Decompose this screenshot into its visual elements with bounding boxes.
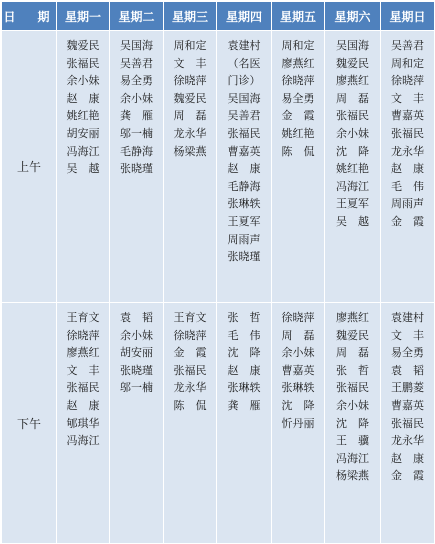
doctor-name: 王育文 xyxy=(66,311,100,324)
doctor-name: 周雨声 xyxy=(391,197,424,211)
doctor-name: 吴善君 xyxy=(227,109,261,123)
doctor-name: 金 霞 xyxy=(281,109,315,123)
doctor-name: 张福民 xyxy=(173,363,207,377)
doctor-name: 龙永华 xyxy=(173,381,207,395)
doctor-name: 徐晓萍 xyxy=(281,74,315,88)
doctor-name: 张琳轶 xyxy=(227,197,261,211)
doctor-name: 邬一楠 xyxy=(120,126,153,140)
cell-tuesday-morning xyxy=(110,31,164,303)
doctor-name: 张福民 xyxy=(391,126,424,140)
doctor-name: 龙永华 xyxy=(391,434,424,448)
doctor-name: 王夏军 xyxy=(227,214,261,228)
doctor-name: 周和定 xyxy=(173,39,207,52)
doctor-name: 王育文 xyxy=(173,311,207,324)
doctor-name: 赵 康 xyxy=(391,451,424,465)
doctor-name: 周 磊 xyxy=(336,346,369,360)
cell-tuesday-afternoon xyxy=(110,303,164,544)
doctor-name: 周和定 xyxy=(281,39,315,52)
doctor-name: 张福民 xyxy=(391,416,424,430)
doctor-name: 沈 降 xyxy=(336,416,369,430)
doctor-name: 廖燕红 xyxy=(66,346,100,360)
cell-thursday-afternoon xyxy=(217,303,272,544)
doctor-name: 易全勇 xyxy=(391,346,424,360)
doctor-name: 魏爱民 xyxy=(336,56,369,70)
doctor-name: 余小妹 xyxy=(281,346,315,360)
header-tuesday: 星期二 xyxy=(110,2,164,31)
cell-wednesday-afternoon xyxy=(164,303,217,544)
doctor-name: 吴 越 xyxy=(336,214,369,228)
cell-thursday-morning xyxy=(217,31,272,303)
doctor-name: 张福民 xyxy=(66,381,100,395)
doctor-name: 姚红艳 xyxy=(336,162,369,176)
doctor-name: 金 霞 xyxy=(391,214,424,228)
cell-wednesday-morning xyxy=(164,31,217,303)
cell-friday-afternoon xyxy=(272,303,325,544)
doctor-name: 余小妹 xyxy=(66,74,100,88)
doctor-name: 胡安丽 xyxy=(66,126,100,140)
doctor-name: 袁建村 xyxy=(391,311,424,324)
doctor-name: 余小妹 xyxy=(336,398,369,412)
doctor-name: 吴善君 xyxy=(391,39,424,52)
doctor-name: 袁建村 xyxy=(227,39,261,52)
doctor-name: 毛静海 xyxy=(227,179,261,193)
doctor-name: （名医 xyxy=(227,56,261,70)
period-afternoon: 下午 xyxy=(2,303,57,544)
doctor-name: 金 霞 xyxy=(173,346,207,360)
doctor-name: 徐晓萍 xyxy=(173,74,207,88)
doctor-name: 冯海江 xyxy=(66,434,100,448)
doctor-name: 曹嘉英 xyxy=(391,398,424,412)
doctor-name: 杨梁燕 xyxy=(336,469,369,483)
doctor-name: 胡安丽 xyxy=(120,346,153,360)
header-friday: 星期五 xyxy=(272,2,325,31)
doctor-name: 余小妹 xyxy=(120,328,153,342)
doctor-name: 易全勇 xyxy=(120,74,153,88)
cell-monday-afternoon xyxy=(57,303,110,544)
doctor-name: 忻丹丽 xyxy=(281,416,315,430)
doctor-name: 文 丰 xyxy=(66,363,100,377)
doctor-name: 吴国海 xyxy=(227,91,261,105)
doctor-name: 沈 降 xyxy=(336,144,369,158)
doctor-name: 张福民 xyxy=(336,381,369,395)
doctor-name: 姚红艳 xyxy=(66,109,100,123)
doctor-name: 张 哲 xyxy=(227,311,261,324)
doctor-name: 周 磊 xyxy=(281,328,315,342)
doctor-name: 周雨声 xyxy=(227,232,261,246)
cell-sunday-morning xyxy=(381,31,435,303)
doctor-name: 吴 越 xyxy=(66,162,100,176)
doctor-name: 龚 雁 xyxy=(120,109,153,123)
doctor-name: 赵 康 xyxy=(391,162,424,176)
doctor-name: 廖燕红 xyxy=(336,74,369,88)
morning-row xyxy=(2,31,435,303)
doctor-name: 郇琪华 xyxy=(66,416,100,430)
doctor-name: 冯海江 xyxy=(336,179,369,193)
doctor-name: 余小妹 xyxy=(336,126,369,140)
doctor-name: 曹嘉英 xyxy=(227,144,261,158)
period-morning: 上午 xyxy=(2,31,57,303)
cell-saturday-afternoon xyxy=(325,303,381,544)
doctor-name: 赵 康 xyxy=(227,363,261,377)
header-date: 日 期 xyxy=(2,2,57,31)
doctor-name: 张福民 xyxy=(66,56,100,70)
doctor-name: 陈 侃 xyxy=(173,398,207,412)
doctor-name: 魏爱民 xyxy=(336,328,369,342)
doctor-name: 文 丰 xyxy=(173,56,207,70)
doctor-name: 金 霞 xyxy=(391,469,424,483)
header-wednesday: 星期三 xyxy=(164,2,217,31)
doctor-name: 曹嘉英 xyxy=(281,363,315,377)
doctor-name: 冯海江 xyxy=(336,451,369,465)
doctor-name: 毛静海 xyxy=(120,144,153,158)
doctor-name: 徐晓萍 xyxy=(281,311,315,324)
doctor-name: 龙永华 xyxy=(391,144,424,158)
doctor-name: 沈 降 xyxy=(281,398,315,412)
afternoon-row xyxy=(2,303,435,544)
doctor-name: 沈 降 xyxy=(227,346,261,360)
doctor-name: 廖燕红 xyxy=(336,311,369,324)
doctor-name: 余小妹 xyxy=(120,91,153,105)
duty-schedule-table xyxy=(1,1,435,544)
doctor-name: 张琳轶 xyxy=(281,381,315,395)
header-thursday: 星期四 xyxy=(217,2,272,31)
doctor-name: 徐晓萍 xyxy=(173,328,207,342)
doctor-name: 周 磊 xyxy=(173,109,207,123)
header-sunday: 星期日 xyxy=(381,2,435,31)
doctor-name: 周 磊 xyxy=(336,91,369,105)
cell-sunday-afternoon xyxy=(381,303,435,544)
doctor-name: 张福民 xyxy=(227,126,261,140)
doctor-name: 冯海江 xyxy=(66,144,100,158)
doctor-name: 陈 侃 xyxy=(281,144,315,158)
doctor-name: 吴国海 xyxy=(120,39,153,52)
doctor-name: 廖燕红 xyxy=(281,56,315,70)
doctor-name: 王夏军 xyxy=(336,197,369,211)
doctor-name: 张晓瑾 xyxy=(227,250,261,264)
doctor-name: 杨梁燕 xyxy=(173,144,207,158)
cell-saturday-morning xyxy=(325,31,381,303)
cell-monday-morning xyxy=(57,31,110,303)
doctor-name: 张晓瑾 xyxy=(120,162,153,176)
header-saturday: 星期六 xyxy=(325,2,381,31)
doctor-name: 王鹏菱 xyxy=(391,381,424,395)
doctor-name: 门诊） xyxy=(227,74,261,88)
doctor-name: 吴国海 xyxy=(336,39,369,52)
doctor-name: 张晓瑾 xyxy=(120,363,153,377)
doctor-name: 文 丰 xyxy=(391,91,424,105)
doctor-name: 赵 康 xyxy=(227,162,261,176)
doctor-name: 毛 伟 xyxy=(391,179,424,193)
doctor-name: 易全勇 xyxy=(281,91,315,105)
doctor-name: 张福民 xyxy=(336,109,369,123)
doctor-name: 赵 康 xyxy=(66,91,100,105)
doctor-name: 吴善君 xyxy=(120,56,153,70)
doctor-name: 文 丰 xyxy=(391,328,424,342)
doctor-name: 龙永华 xyxy=(173,126,207,140)
cell-friday-morning xyxy=(272,31,325,303)
doctor-name: 毛 伟 xyxy=(227,328,261,342)
doctor-name: 袁 韬 xyxy=(120,311,153,324)
doctor-name: 姚红艳 xyxy=(281,126,315,140)
doctor-name: 曹嘉英 xyxy=(391,109,424,123)
doctor-name: 邬一楠 xyxy=(120,381,153,395)
doctor-name: 张 哲 xyxy=(336,363,369,377)
doctor-name: 龚 雁 xyxy=(227,398,261,412)
header-monday: 星期一 xyxy=(57,2,110,31)
doctor-name: 周和定 xyxy=(391,56,424,70)
header-row xyxy=(2,2,435,31)
doctor-name: 徐晓萍 xyxy=(391,74,424,88)
doctor-name: 徐晓萍 xyxy=(66,328,100,342)
doctor-name: 袁 韬 xyxy=(391,363,424,377)
doctor-name: 魏爱民 xyxy=(173,91,207,105)
doctor-name: 赵 康 xyxy=(66,398,100,412)
doctor-name: 张琳轶 xyxy=(227,381,261,395)
doctor-name: 魏爱民 xyxy=(66,39,100,52)
doctor-name: 王 骥 xyxy=(336,434,369,448)
